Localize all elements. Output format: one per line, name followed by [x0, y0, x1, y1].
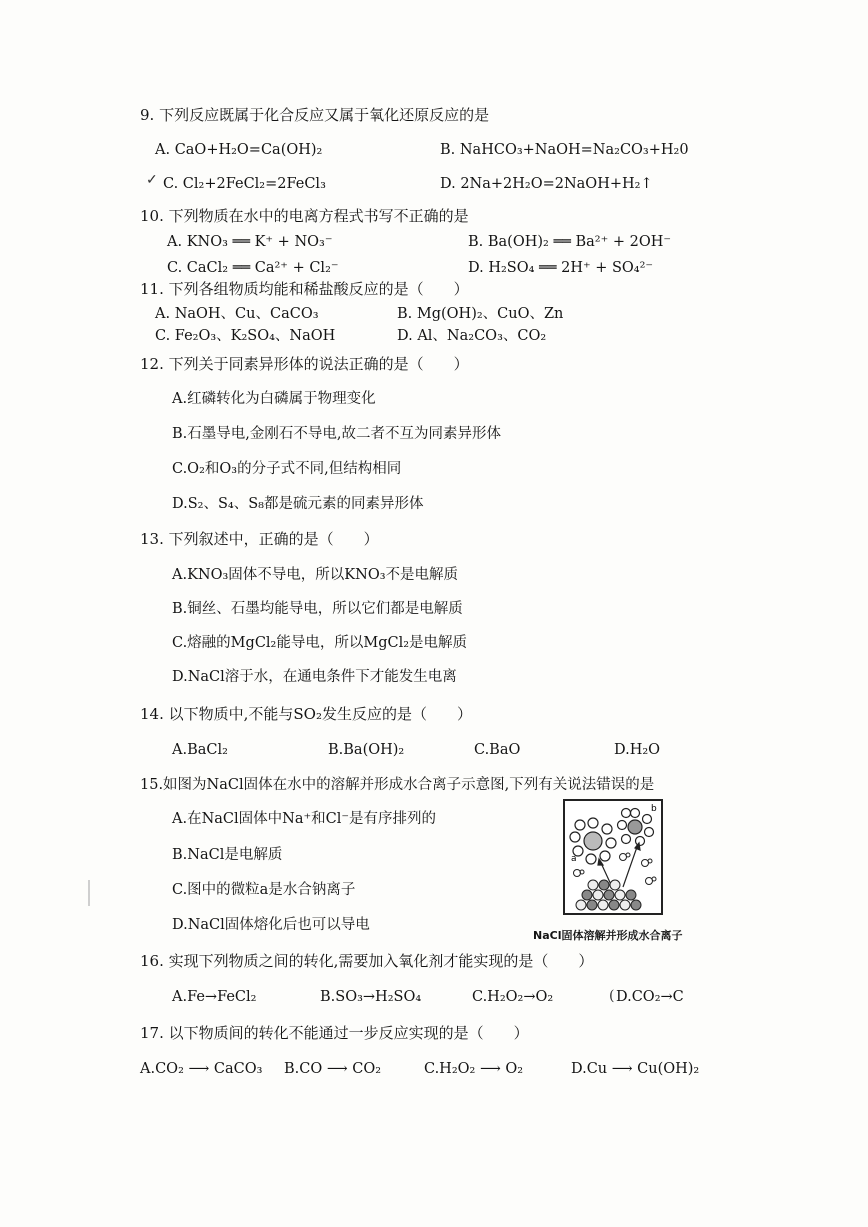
question-12-option-d: D.S₂、S₄、S₈都是硫元素的同素异形体: [172, 496, 424, 512]
question-17-option-d: D.Cu ⟶ Cu(OH)₂: [571, 1061, 700, 1077]
question-13-option-a: A.KNO₃固体不导电，所以KNO₃不是电解质: [172, 567, 459, 583]
question-13-option-c: C.熔融的MgCl₂能导电，所以MgCl₂是电解质: [172, 635, 468, 651]
figure-label-a: a: [571, 854, 577, 864]
question-16-stem: 16. 实现下列物质之间的转化,需要加入氧化剂才能实现的是（ ）: [140, 952, 594, 970]
handwritten-check-mark: ✓: [146, 172, 158, 188]
question-12-option-a: A.红磷转化为白磷属于物理变化: [172, 391, 376, 407]
figure-caption: NaCl固体溶解并形成水合离子: [533, 929, 683, 942]
question-10-stem: 10. 下列物质在水中的电离方程式书写不正确的是: [140, 207, 469, 225]
question-9-stem: 9. 下列反应既属于化合反应又属于氧化还原反应的是: [140, 106, 490, 124]
hydrated-ion-a: [570, 818, 616, 864]
question-15-option-b: B.NaCl是电解质: [172, 847, 283, 863]
question-11-option-b: B. Mg(OH)₂、CuO、Zn: [397, 306, 564, 322]
question-12-stem: 12. 下列关于同素异形体的说法正确的是（ ）: [140, 355, 469, 373]
question-15-option-c: C.图中的微粒a是水合钠离子: [172, 882, 356, 898]
question-14-stem: 14. 以下物质中,不能与SO₂发生反应的是（ ）: [140, 705, 472, 723]
question-10-option-b: B. Ba(OH)₂ ══ Ba²⁺ + 2OH⁻: [468, 234, 672, 250]
question-13-option-d: D.NaCl溶于水，在通电条件下才能发生电离: [172, 669, 457, 685]
question-17-stem: 17. 以下物质间的转化不能通过一步反应实现的是（ ）: [140, 1024, 529, 1042]
question-14-option-a: A.BaCl₂: [172, 742, 228, 758]
question-15-option-d: D.NaCl固体熔化后也可以导电: [172, 917, 370, 933]
question-9-option-a: A. CaO+H₂O=Ca(OH)₂: [155, 142, 323, 158]
question-17-option-b: B.CO ⟶ CO₂: [284, 1061, 382, 1077]
handwritten-bracket-mark: (: [609, 988, 615, 1004]
question-10-option-a: A. KNO₃ ══ K⁺ + NO₃⁻: [167, 234, 333, 250]
question-14-option-c: C.BaO: [474, 742, 521, 758]
nacl-crystal-lattice: [576, 880, 641, 910]
question-17-option-c: C.H₂O₂ ⟶ O₂: [424, 1061, 524, 1077]
nacl-dissolution-figure: [563, 799, 663, 915]
question-13-option-b: B.铜丝、石墨均能导电，所以它们都是电解质: [172, 601, 463, 617]
scan-edge-mark: [88, 880, 90, 906]
question-10-option-d: D. H₂SO₄ ══ 2H⁺ + SO₄²⁻: [468, 260, 654, 276]
question-11-option-d: D. Al、Na₂CO₃、CO₂: [397, 328, 547, 344]
question-11-option-a: A. NaOH、Cu、CaCO₃: [155, 306, 319, 322]
question-16-option-d: D.CO₂→C: [616, 989, 684, 1005]
question-17-option-a: A.CO₂ ⟶ CaCO₃: [140, 1061, 263, 1077]
question-15-stem: 15.如图为NaCl固体在水中的溶解并形成水合离子示意图,下列有关说法错误的是: [140, 777, 655, 793]
question-12-option-b: B.石墨导电,金刚石不导电,故二者不互为同素异形体: [172, 426, 501, 442]
question-10-option-c: C. CaCl₂ ══ Ca²⁺ + Cl₂⁻: [167, 260, 339, 276]
question-9-option-c: C. Cl₂+2FeCl₂=2FeCl₃: [163, 176, 326, 192]
question-13-stem: 13. 下列叙述中，正确的是（ ）: [140, 530, 379, 548]
question-11-stem: 11. 下列各组物质均能和稀盐酸反应的是（ ）: [140, 280, 469, 298]
question-9-option-b: B. NaHCO₃+NaOH=Na₂CO₃+H₂0: [440, 142, 689, 158]
question-14-option-b: B.Ba(OH)₂: [328, 742, 405, 758]
question-9-option-d: D. 2Na+2H₂O=2NaOH+H₂↑: [440, 176, 653, 192]
question-15-option-a: A.在NaCl固体中Na⁺和Cl⁻是有序排列的: [172, 811, 437, 827]
question-16-option-c: C.H₂O₂→O₂: [472, 989, 554, 1005]
question-16-option-b: B.SO₃→H₂SO₄: [320, 989, 422, 1005]
question-12-option-c: C.O₂和O₃的分子式不同,但结构相同: [172, 461, 402, 477]
hydrated-ion-b: [618, 809, 654, 846]
question-14-option-d: D.H₂O: [614, 742, 661, 758]
figure-label-b: b: [651, 804, 657, 814]
question-11-option-c: C. Fe₂O₃、K₂SO₄、NaOH: [155, 328, 336, 344]
question-16-option-a: A.Fe→FeCl₂: [172, 989, 257, 1005]
nacl-dissolution-diagram: [565, 801, 661, 913]
